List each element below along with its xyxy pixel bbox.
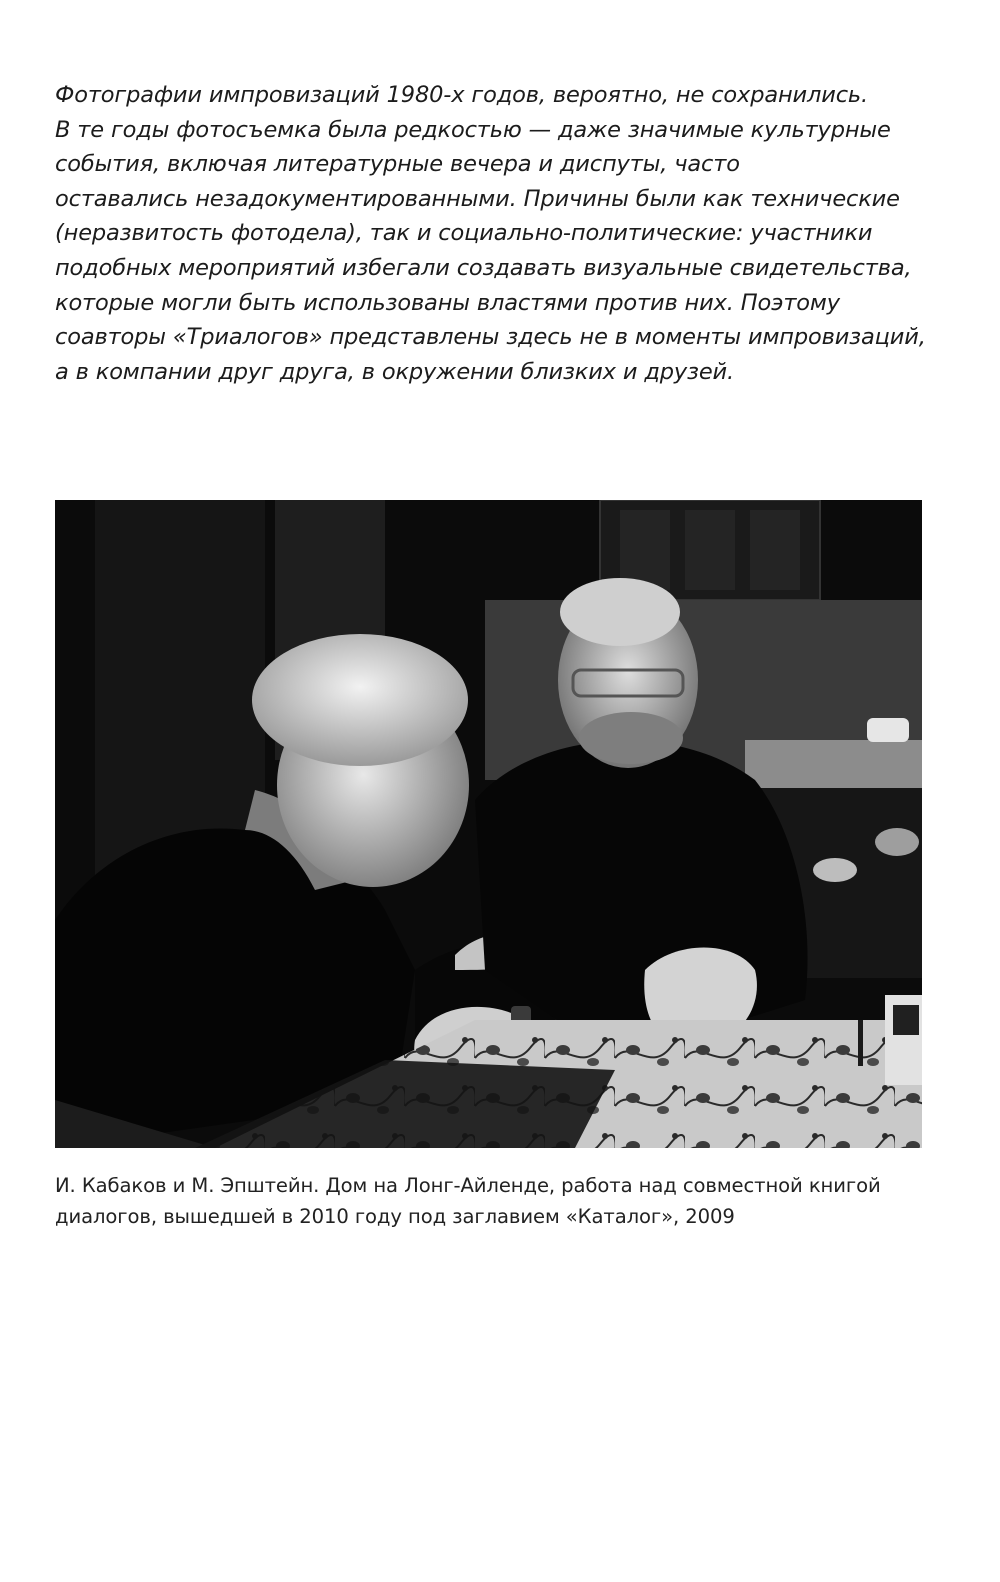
intro-line: а в компании друг друга, в окружении близких и друзей.	[55, 358, 735, 385]
kitchen-cabinet	[620, 510, 670, 590]
book-cover	[893, 1005, 919, 1035]
kitchen-counter	[745, 740, 922, 788]
kitchen-cabinet	[750, 510, 800, 590]
butter-dish	[867, 718, 909, 742]
shell-ornament	[813, 858, 857, 882]
pen	[858, 1020, 863, 1066]
right-man-hair	[560, 578, 680, 646]
right-man-beard	[579, 712, 683, 764]
intro-line: подобных мероприятий избегали создавать визуальные свидетельства,	[55, 254, 912, 281]
intro-line: события, включая литературные вечера и диспуты, часто	[55, 151, 740, 178]
intro-line: соавторы «Триалогов» представлены здесь не в моменты импровизаций,	[55, 324, 926, 351]
photo-caption	[55, 1170, 955, 1232]
intro-line: оставались незадокументированными. Причины были как технические	[55, 185, 900, 212]
intro-line: которые могли быть использованы властями против них. Поэтому	[55, 289, 840, 316]
intro-line: (неразвитость фотодела), так и социально-политические: участники	[55, 220, 873, 247]
kitchen-cabinet	[685, 510, 735, 590]
fish-ornament	[875, 828, 919, 856]
left-man-hair	[252, 634, 468, 766]
intro-paragraph	[55, 78, 955, 389]
caption-line: И. Кабаков и М. Эпштейн. Дом на Лонг-Айленде, работа над совместной книгой	[55, 1174, 881, 1197]
photograph	[55, 500, 922, 1148]
caption-line: диалогов, вышедшей в 2010 году под заглавием «Каталог», 2009	[55, 1205, 735, 1228]
intro-line: Фотографии импровизаций 1980-х годов, вероятно, не сохранились.	[55, 82, 869, 108]
intro-line: В те годы фотосъемка была редкостью — даже значимые культурные	[55, 116, 891, 143]
